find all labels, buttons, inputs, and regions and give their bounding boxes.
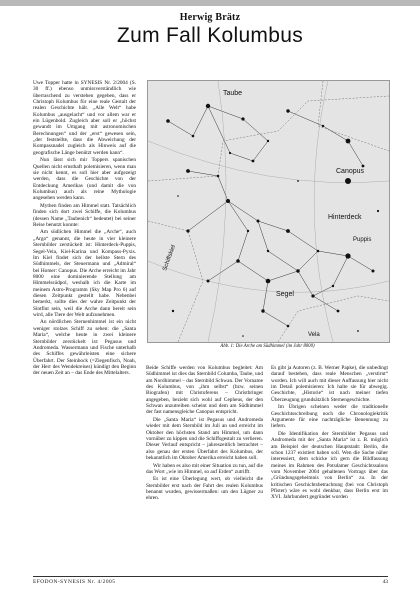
- label-puppis: Puppis: [353, 237, 372, 243]
- star-map-figure: [147, 80, 390, 343]
- label-schiffskiel: Schiffskiel: [162, 244, 178, 272]
- paragraph: Am südlichen Himmel die „Arche“, auch „Argo“ genannt, die heute in vier kleinere Sternbilder zerstückelt ist: Hinterdeck-Puppis, Segel-Vela, Kiel-Karina und Kompass-Pyxis. Im Kiel findet sich der hellste Stern des Südhimmels, der Steuermann und „Admiral“ bei Homer: Canopus. Die Arche erreicht im Jahr 8000 eine dominierende Stellung am Himmelssüdpol, weshalb ich die Karte im meinem Astro-Programm (Sky Map Pro 6) auf diesen Zeitpunkt gestellt habe. Nebenbei bemerkt, sollte dies der wahre Zeitpunkt der Sintflut sein, weil die Arche dann bereit sein wird, alle Tiere der Welt aufzunehmen.: [33, 229, 136, 318]
- star-map: [148, 81, 389, 342]
- label-hinterdeck: Hinterdeck: [328, 214, 362, 221]
- paragraph: An nördlichen Sternenhimmel ist ein nicht weniger stolzes Schiff zu sehen: die „Santa Maria“, welche heute in zwei kleinere Sternbilder zerstückelt ist: Pegasus und Andromeda. Wassermann und Fische unterhalb des Schiffes gewährleisten eine sichere Überfahrt. Der Steinbock (=Ziegenfisch, Noah, der Herr des Wendekreises) kündigt den Beginn der neuen Zeit an – das Ende des Mittelalters.: [33, 319, 136, 377]
- page-number: 43: [382, 579, 388, 585]
- text-column-3: [271, 365, 388, 502]
- paragraph: Mythen finden am Himmel statt. Tatsächlich finden sich dort zwei Schiffe, die Kolumbus (dessen Name „Taubenich“ bedeutet) bei seiner Reise benutzt konnte:: [33, 202, 136, 228]
- paragraph: Die „Santa Maria“ ist Pegasus und Andromeda wieder mit dem Sternbild im Juli an und erreicht im Oktober den höchsten Stand am Himmel, um dann vornüber zu kippen und die Schiffsgestalt zu verlieren. Dieser Verlauf entspricht – jahreszeitlich betrachtet – also genau der ersten Überfahrt des Kolumbus, der bekanntlich im Oktober Amerika erreicht haben soll.: [146, 416, 263, 461]
- paragraph: Es ist eine Überlegung wert, ob vielleicht die Sternbilder erst nach der Fahrt des realen Kolumbus benannt wurden, gewissermaßen: um den Lügner zu ehren.: [146, 476, 263, 502]
- paragraph: Nun lässt sich mir Toppers spanischen Quellen nicht ernsthaft polemisieren, wenn man sie nicht kennt, es soll hier aber aufgezeigt werden, dass die Geschichte von der Entdeckung Amerikas (und damit die von Kolumbus) auch als reine Mythologie angesehen werden kann.: [33, 157, 136, 202]
- text-column-2: [146, 365, 263, 503]
- article-title: Zum Fall Kolumbus: [117, 24, 303, 47]
- paragraph: Die Identifikation der Sternbilder Pegasus und Andromeda mit der „Santa Maria“ ist z. B. möglich am Beispiel der deutschen Hauptstadt: Berlin, die schon 1237 existiert haben soll. Wen die Sache näher interessiert, dem schicke ich gern die Bildfassung meines im Rahmen des Potsdamer Geschichtssalons vom November 2004 gehaltenen Vortrags über das „Gründungsgeheimnis von Berlin“ zu. In der kritischen Geschichtsbetrachtung (bei von Christoph Pfister) wäre es wohl denkbar, dass Berlin erst im XVI. Jahrhundert gegründet worden: [271, 430, 388, 501]
- paragraph: Wir haben es also mit einer Situation zu tun, auf die das Wort „wie im Himmel, so auf Erden“ zutrifft.: [146, 462, 263, 475]
- paragraph: Im Übrigen scheinen weder die traditionelle Geschichtsschreibung noch die Chronologiekritik Argumente für eine nachträgliche Benennung zu liefern.: [271, 404, 388, 430]
- top-bar: [0, 0, 420, 6]
- footer-journal: EFODON-SYNESIS Nr. 4/2005: [33, 579, 116, 585]
- paragraph: Beide Schiffe werden von Kolumbus begleitet: Am Südhimmel ist dies das Sternbild Columba, Taube, und am Nordhimmel – das Sternbild Schwan. Der Vorname des Kolumbus, von „ihm selbst“ (bzw. seinen Biografen) mit Christoferens – Christbringer angegeben, bezieht sich wohl auf Cepheus, der den Schwan anzutreiben scheint und dem am Südhimmel der fast namensgleiche Canopus entspricht.: [146, 365, 263, 416]
- figure-caption: Abb. 1: Die Arche am Südhimmel (im Jahr 8000): [220, 344, 315, 349]
- label-vela: Vela: [308, 332, 320, 338]
- article-author: Herwig Brätz: [179, 12, 241, 23]
- paragraph: Uwe Topper hatte in SYNESIS Nr. 2/2004 (S. 30 ff.) ebenso unmissverständlich wie überraschend zu verstehen gegeben, dass er Christoph Kolumbus für eine reale Gestalt der realen Geschichte hält. „Alle Welt“ habe Kolumbus „ausgelacht“ und vor allem war er ein Lügenbold. Zugleich aber soll er „höchst gewandt im Umgang mit astronomischen Berechnungen“ und der „erst“ gewesen sein, „der feststellte, dass die Abweichung der Kompassnadel zugleich als Hinweis auf die geografische Länge benützt werden kann“.: [33, 80, 136, 156]
- label-taube: Taube: [223, 90, 243, 97]
- text-column-1: [33, 80, 136, 378]
- footer-rule: [33, 576, 388, 577]
- paragraph: Es gibt ja Autoren (z. B. Werner Papke), die unbedingt darauf bestehen, dass reale Menschen „verstirnt“ wurden. Ich will auch mit dieser Auffassung hier nicht im Detail polemisieren: Ich halte sie für abwegig. Geschichte, „Historie“ ist nach meiner tiefen Überzeugung grundsätzlich Sternengeschichte.: [271, 365, 388, 403]
- label-segel: Segel: [276, 291, 294, 298]
- label-canopus: Canopus: [336, 168, 365, 175]
